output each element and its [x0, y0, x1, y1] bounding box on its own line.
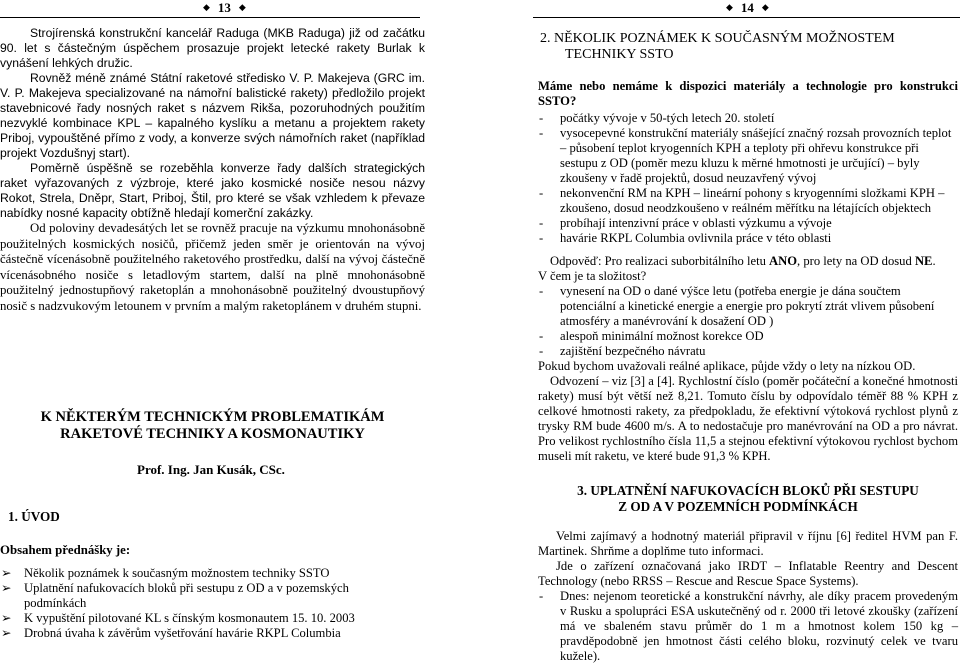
- list-item: - Dnes: nejenom teoretické a konstrukční návrhy, ale díky pracem provedeným v Rusku a spolupráci ESA uskutečněný od r. 2000 tři letové zkoušky (zařízení má ve sbaleném stavu průměr do 1 m a hmotnost kolem 150 kg – pravděpodobně jen hmotnost části celého bloku, rozvinutý celek ve tvaru kužele).: [539, 589, 958, 663]
- list-item: ➢ Uplatnění nafukovacích bloků při sestupu z OD a v pozemských podmínkách: [1, 581, 349, 610]
- paragraph-konverze: Poměrně úspěšně se rozeběhla konverze řady dalších strategických raket vyřazovaných z výzbroje, které jako kosmické nosiče nesou názvy Rokot, Strela, Dněpr, Start, Priboj, Štil, pro které se však vzhledem k převaze nabídky nosné kapacity obtížně hledají komerční zakázky.: [0, 161, 425, 220]
- author: Prof. Ing. Jan Kusák, CSc.: [137, 462, 285, 477]
- diamond-icon: ◆: [238, 2, 246, 12]
- list-item: - vysocepevné konstrukční materiály snášející značný rozsah provozních teplot – působení teplot kryogenních KPH a teploty při ohřevu konstrukce při sestupu z OD (poměr mezu kluzu k měrné hmotnosti je určující) – byly zkoušeny v řadě projektů, dosud neuzavřený vývoj: [539, 126, 952, 185]
- header-rule-right: [533, 17, 960, 18]
- diamond-icon: ◆: [726, 2, 733, 12]
- article-title-line1: K NĚKTERÝM TECHNICKÝM PROBLEMATIKÁM: [40, 409, 385, 425]
- list-item: ➢ Několik poznámek k současným možnostem techniky SSTO: [1, 566, 330, 580]
- header-rule-left: [0, 17, 420, 18]
- article-title-line2: RAKETOVÉ TECHNIKY A KOSMONAUTIKY: [60, 426, 365, 442]
- section-2-heading-line2: TECHNIKY SSTO: [565, 47, 674, 62]
- list-item: - počátky vývoje v 50-tých letech 20. století: [539, 111, 775, 125]
- answer-paragraph: Odpověď: Pro realizaci suborbitálního letu ANO, pro lety na OD dosud NE.: [550, 254, 936, 268]
- list-item: - zajištění bezpečného návratu: [539, 344, 706, 358]
- left-page-number: 13: [217, 0, 231, 15]
- arrow-bullet-icon: ➢: [1, 566, 12, 580]
- section-2-heading-line1: 2. NĚKOLIK POZNÁMEK K SOUČASNÝM MOŽNOSTEM: [540, 31, 895, 46]
- paragraph-martinek: Velmi zajímavý a hodnotný materiál připravil v říjnu [6] ředitel HVM pan F. Martinek. Shrňme a doplňme tuto informaci.: [538, 529, 958, 558]
- list-item: - nekonvenční RM na KPH – lineární pohony s kryogenními složkami KPH – zkoušeno, dosud neodzkoušeno v reálném měřítku na létajících objektech: [539, 186, 945, 215]
- list-item: ➢ K vypuštění pilotované KL s čínským kosmonautem 15. 10. 2003: [1, 611, 355, 625]
- paragraph-pouzitelne: Od poloviny devadesátých let se rovněž pracuje na výzkumu mnohonásobně použitelných kosmických nosičů, přičemž jeden směr je orientován na vývoj částečně vícenásobně použitelného raketového prostředku, další na vývoj částečně vícenásobného nosiče s letadlovým startem, další na plně mnohonásobně použitelný jednostupňový raketoplán a mnohonásobně použitelný dvoustupňový nosič s nadzvukovým letounem v prvním a malým raketoplánem v druhém stupni.: [0, 221, 425, 313]
- arrow-bullet-icon: ➢: [1, 611, 12, 625]
- left-page-header: [195, 0, 254, 16]
- left-column: [0, 26, 425, 314]
- right-page-header: [718, 0, 777, 16]
- contents-heading: Obsahem přednášky je:: [0, 543, 131, 557]
- section-3-heading-line1: 3. UPLATNĚNÍ NAFUKOVACÍCH BLOKŮ PŘI SESTUPU: [577, 483, 919, 498]
- question-heading: Máme nebo nemáme k dispozici materiály a technologie pro konstrukci SSTO?: [538, 79, 958, 108]
- list-item: ➢ Drobná úvaha k závěrům vyšetřování havárie RKPL Columbia: [1, 626, 341, 640]
- list-item: - probíhají intenzivní práce v oblasti výzkumu a vývoje: [539, 216, 832, 230]
- paragraph-derivation: Odvození – viz [3] a [4]. Rychlostní číslo (poměr počáteční a konečné hmotnosti rakety) musí být větší než 8,21. Tomuto číslu by odpovídalo téměř 88 % KPH z celkové hmotnosti rakety, za předpokladu, že efektivní výtoková rychlost plynů z trysky RM bude 4600 m/s. A to nedostačuje pro manévrování na OD a pro návrat. Pro velikost rychlostního čísla 11,5 a stejnou efektivní výtokovou rychlost bychom museli mít raketu, ve které bude 91,3 % KPH.: [538, 374, 958, 463]
- paragraph-raduga: Strojírenská konstrukční kancelář Raduga (MKB Raduga) již od začátku 90. let s částečným úspěchem prosazuje projekt letecké rakety Burlak k vynášení lehkých družic.: [0, 26, 425, 70]
- article-title: [0, 409, 425, 443]
- section-1-heading: 1. ÚVOD: [8, 509, 60, 524]
- why-question: V čem je ta složitost?: [538, 269, 647, 283]
- section-2-heading: [540, 31, 960, 63]
- diamond-icon: ◆: [761, 2, 769, 12]
- diamond-icon: ◆: [203, 2, 210, 12]
- right-column: [538, 79, 958, 464]
- ssto-list: [538, 111, 958, 246]
- section-3-heading: [538, 483, 958, 515]
- irdt-list: [538, 589, 958, 664]
- paragraph-makejev: Rovněž méně známé Státní raketové středisko V. P. Makejeva (GRC im. V. P. Makejeva specializované na námořní balistické rakety) předložilo projekt stavebnicové řady nosných raket s názvem Rikša, pozoruhodných použitím nezvyklé kombinace KPL – kapalného kyslíku a metanu a projektem rakety Priboj, vypouštěné přímo z vody, a konverze svých námořních raket (například projekt Vozdušnyj start).: [0, 71, 425, 160]
- arrow-bullet-icon: ➢: [1, 581, 12, 595]
- list-item: - alespoň minimální možnost korekce OD: [539, 329, 764, 343]
- paragraph-irdt: Jde o zařízení označovaná jako IRDT – Inflatable Reentry and Descent Technology (nebo RRSS – Rescue and Rescue Space Systems).: [538, 559, 958, 588]
- contents-list: [0, 566, 400, 641]
- list-item: - havárie RKPL Columbia ovlivnila práce v této oblasti: [539, 231, 832, 245]
- arrow-bullet-icon: ➢: [1, 626, 12, 640]
- paragraph-real-applications: Pokud bychom uvažovali reálné aplikace, půjde vždy o lety na nízkou OD.: [538, 359, 916, 373]
- section-3-heading-line2: Z OD A V POZEMNÍCH PODMÍNKÁCH: [618, 499, 858, 514]
- complexity-list: [538, 284, 958, 359]
- section-3-body: [538, 529, 958, 664]
- list-item: - vynesení na OD o dané výšce letu (potřeba energie je dána součtem potenciální a kinetické energie a energie pro pokrytí ztrát vlivem působení atmosféry a manévrování k dosažení OD ): [539, 284, 935, 328]
- right-page-number: 14: [740, 0, 754, 15]
